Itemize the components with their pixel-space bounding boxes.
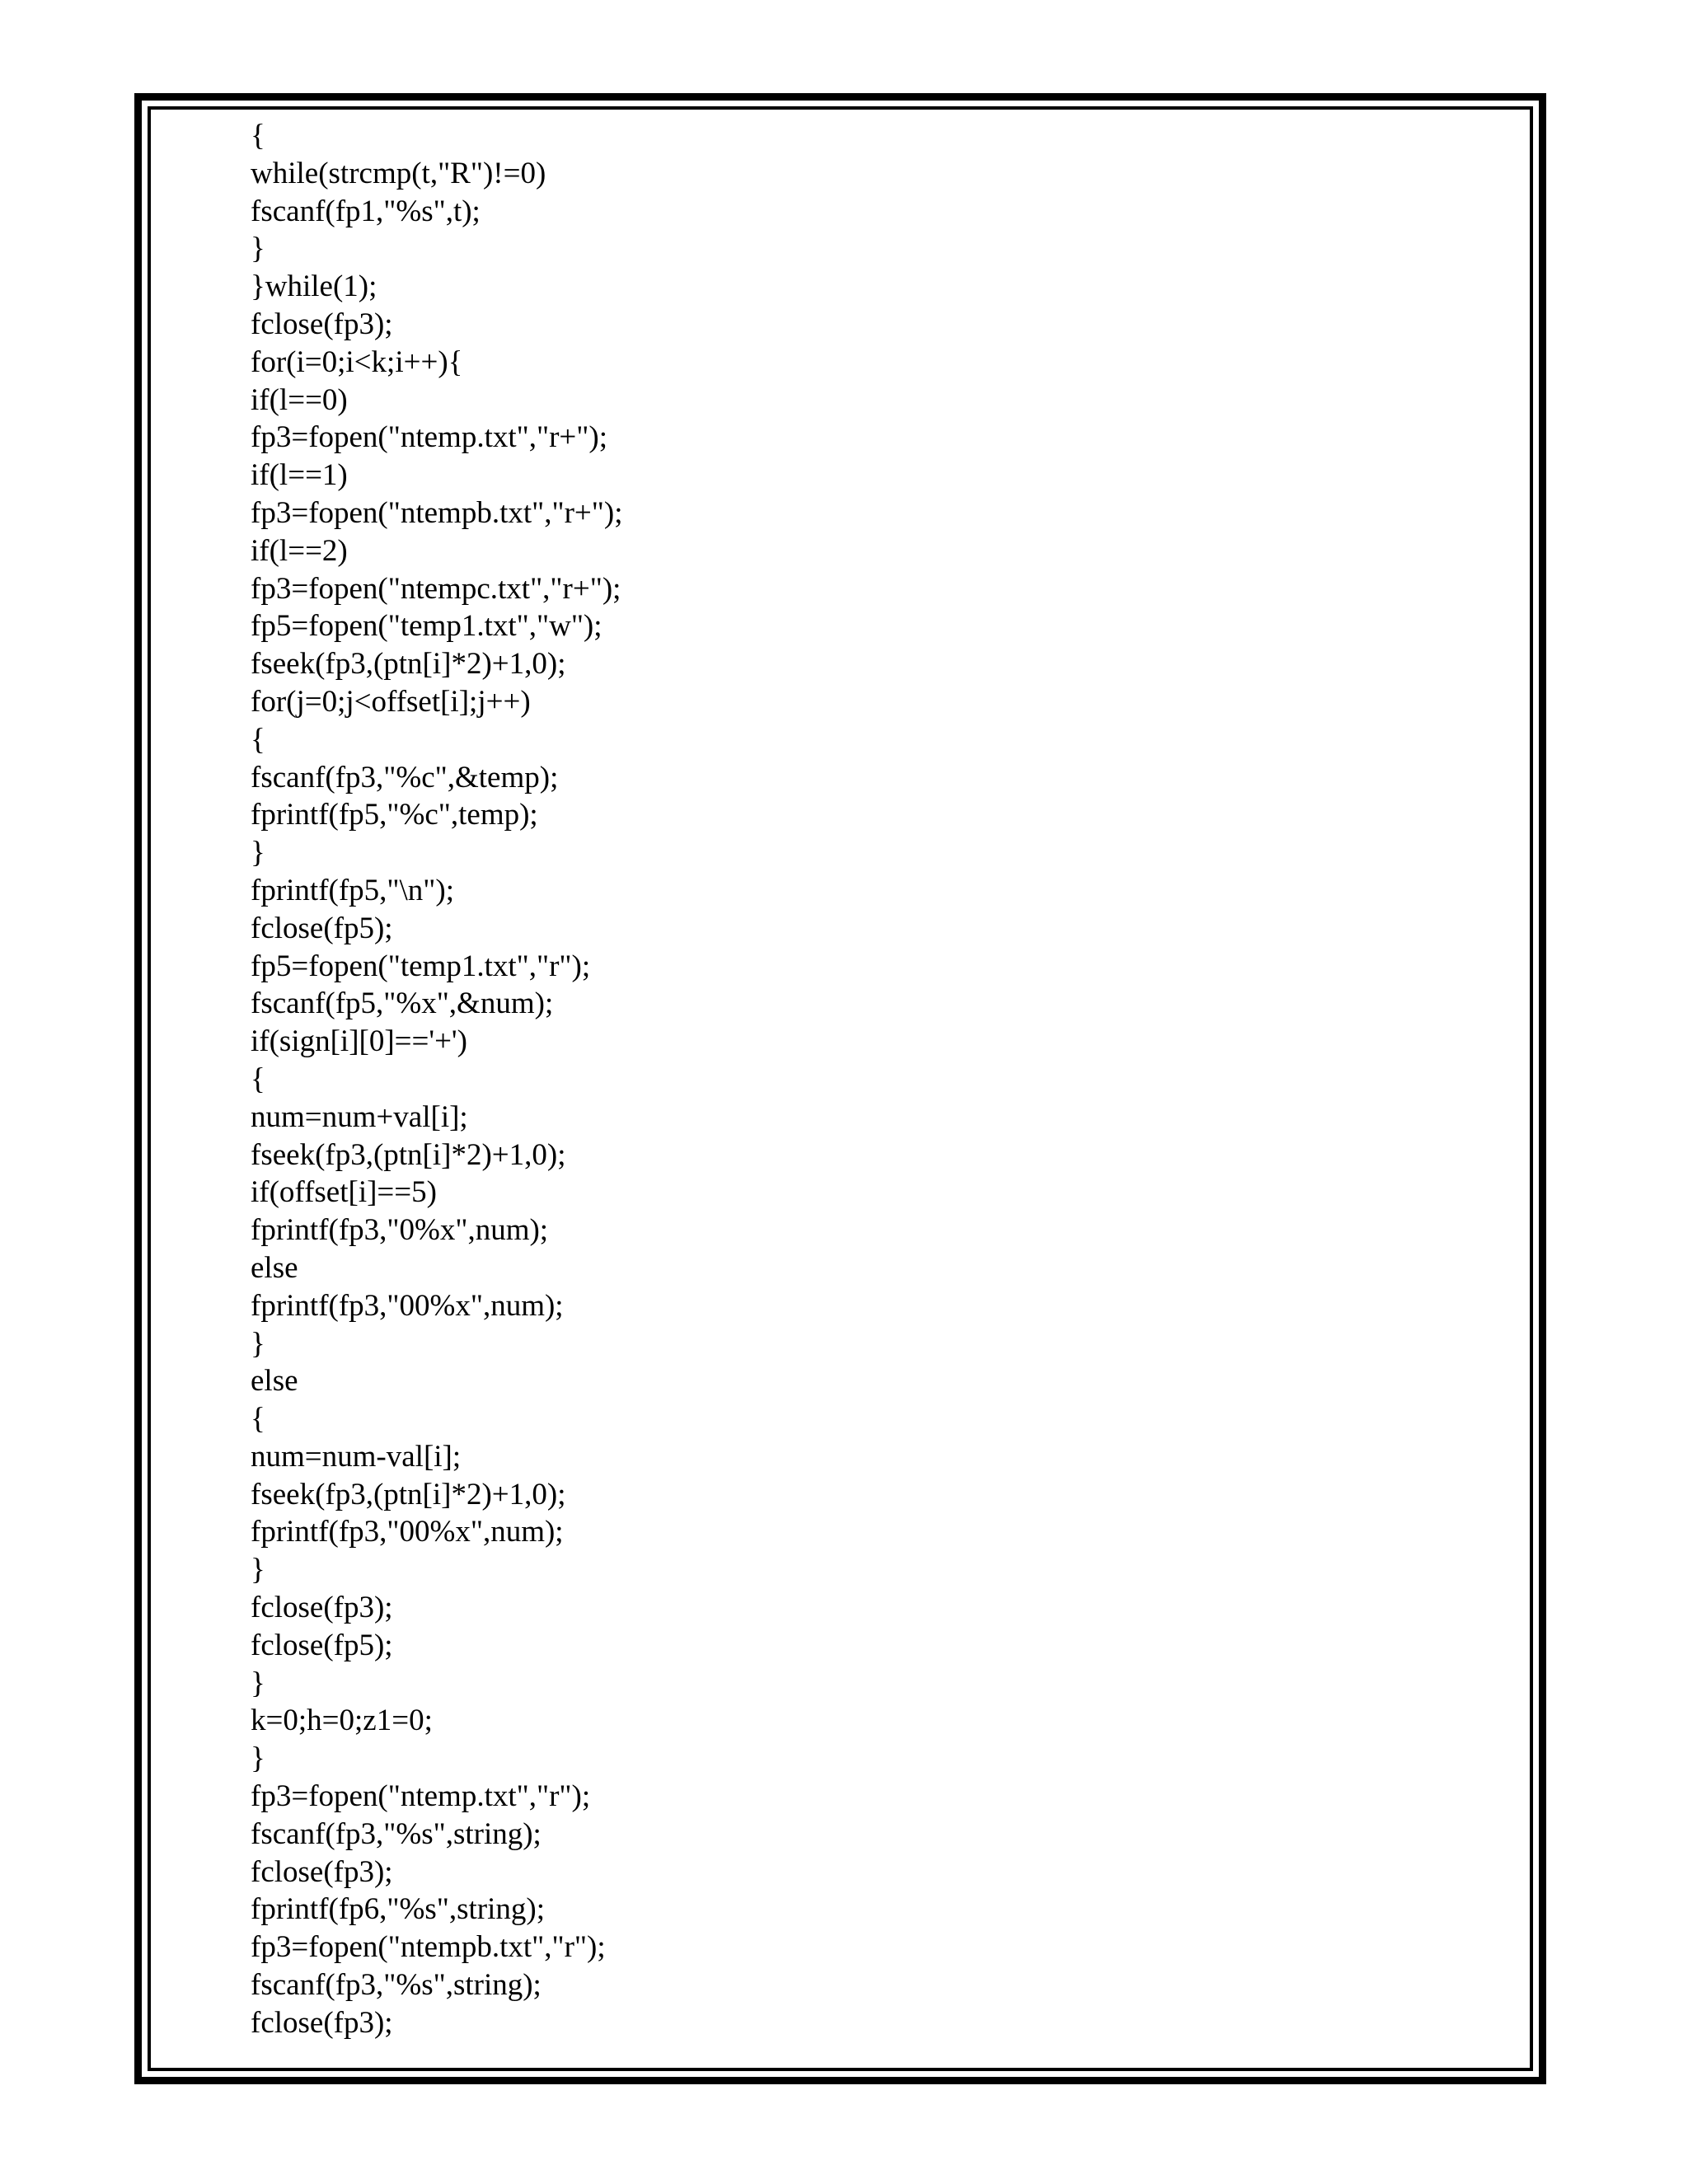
code-line: fprintf(fp5,"\n"); (251, 873, 455, 907)
code-line: else (251, 1250, 298, 1285)
code-line: for(i=0;i<k;i++){ (251, 344, 463, 379)
code-line: { (251, 119, 265, 152)
code-line: fprintf(fp6,"%s",string); (251, 1892, 545, 1927)
code-line: fclose(fp3); (251, 1591, 393, 1625)
code-line: fscanf(fp3,"%c",&temp); (251, 760, 559, 794)
code-line: k=0;h=0;z1=0; (251, 1704, 433, 1738)
code-line: fclose(fp3); (251, 2005, 393, 2040)
code-line: fprintf(fp3,"0%x",num); (251, 1213, 549, 1248)
code-line: } (251, 1326, 265, 1361)
code-line: if(l==1) (251, 458, 348, 493)
code-line: if(l==2) (251, 533, 348, 568)
code-line: fscanf(fp3,"%s",string); (251, 1816, 542, 1851)
code-line: fp3=fopen("ntempb.txt","r"); (251, 1930, 606, 1965)
code-line: } (251, 1741, 265, 1776)
code-line: if(offset[i]==5) (251, 1175, 437, 1210)
code-line: fclose(fp5); (251, 1628, 393, 1662)
code-line: fscanf(fp1,"%s",t); (251, 194, 481, 228)
code-line: { (251, 1062, 265, 1096)
code-line: fp5=fopen("temp1.txt","r"); (251, 949, 591, 983)
code-line: fprintf(fp5,"%c",temp); (251, 798, 538, 832)
code-line: fp3=fopen("ntemp.txt","r+"); (251, 420, 607, 455)
code-line: { (251, 1402, 265, 1436)
code-line: } (251, 1553, 265, 1587)
code-line: fp3=fopen("ntempb.txt","r+"); (251, 495, 623, 530)
code-line: }while(1); (251, 269, 377, 304)
code-line: { (251, 722, 265, 757)
code-line: fprintf(fp3,"00%x",num); (251, 1515, 564, 1549)
code-line: fscanf(fp3,"%s",string); (251, 1968, 542, 2003)
code-line: num=num-val[i]; (251, 1439, 462, 1474)
code-listing (251, 117, 623, 2042)
code-line: fscanf(fp5,"%x",&num); (251, 987, 554, 1021)
code-line: fprintf(fp3,"00%x",num); (251, 1288, 564, 1323)
code-line: while(strcmp(t,"R")!=0) (251, 156, 546, 190)
code-line: fseek(fp3,(ptn[i]*2)+1,0); (251, 647, 566, 682)
code-line: } (251, 1666, 265, 1700)
code-line: for(j=0;j<offset[i];j++) (251, 684, 531, 719)
code-line: fp3=fopen("ntempc.txt","r+"); (251, 571, 621, 606)
code-line: fclose(fp3); (251, 1854, 393, 1889)
code-line: fseek(fp3,(ptn[i]*2)+1,0); (251, 1477, 566, 1511)
code-line: fp5=fopen("temp1.txt","w"); (251, 609, 603, 644)
code-line: } (251, 836, 265, 870)
code-line: fp3=fopen("ntemp.txt","r"); (251, 1779, 591, 1814)
code-line: } (251, 232, 265, 266)
code-line: fclose(fp3); (251, 307, 393, 341)
code-line: fclose(fp5); (251, 911, 393, 945)
code-line: if(sign[i][0]=='+') (251, 1024, 467, 1059)
code-line: if(l==0) (251, 382, 348, 417)
code-line: else (251, 1364, 298, 1399)
code-line: fseek(fp3,(ptn[i]*2)+1,0); (251, 1137, 566, 1172)
code-line: num=num+val[i]; (251, 1099, 468, 1134)
